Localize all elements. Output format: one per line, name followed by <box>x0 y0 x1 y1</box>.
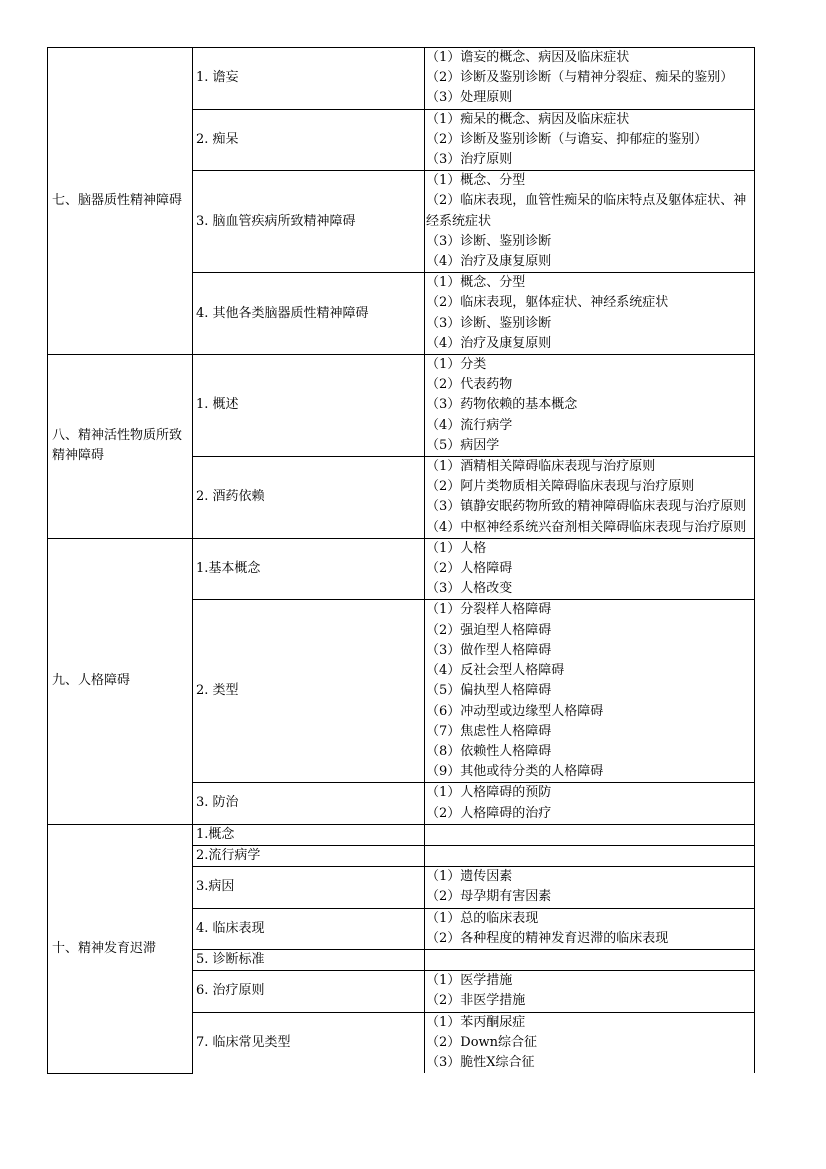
detail-item: （4）治疗及康复原则 <box>426 335 552 351</box>
detail-item: （1）人格障碍的预防 <box>426 785 552 801</box>
details-cell <box>425 867 755 908</box>
details-cell <box>425 783 755 824</box>
topic-cell: 3. 脑血管疾病所致精神障碍 <box>193 171 425 273</box>
topic-cell: 1.概念 <box>193 824 425 845</box>
detail-item: （4）中枢神经系统兴奋剂相关障碍临床表现与治疗原则 <box>426 519 747 535</box>
topic-cell: 1. 谵妄 <box>193 48 425 110</box>
details-cell <box>425 949 755 970</box>
details-cell <box>425 600 755 783</box>
detail-item: （2）母孕期有害因素 <box>426 889 552 905</box>
detail-item: （2）诊断及鉴别诊断（与精神分裂症、痴呆的鉴别） <box>426 70 734 86</box>
category-cell: 九、人格障碍 <box>48 538 193 824</box>
detail-item: （4）治疗及康复原则 <box>426 254 552 270</box>
detail-item: （3）处理原则 <box>426 90 513 106</box>
detail-item: （1）概念、分型 <box>426 275 526 291</box>
details-cell <box>425 845 755 866</box>
detail-item: （7）焦虑性人格障碍 <box>426 723 552 739</box>
detail-item: （1）痴呆的概念、病因及临床症状 <box>426 111 630 127</box>
topic-cell: 7. 临床常见类型 <box>193 1012 425 1073</box>
detail-item: （2）人格障碍 <box>426 561 513 577</box>
detail-item: （4）流行病学 <box>426 417 513 433</box>
detail-item: （1）概念、分型 <box>426 173 526 189</box>
detail-item: （3）人格改变 <box>426 581 513 597</box>
detail-item: （2）阿片类物质相关障碍临床表现与治疗原则 <box>426 479 695 495</box>
detail-item: （8）依赖性人格障碍 <box>426 743 552 759</box>
detail-item: （5）偏执型人格障碍 <box>426 683 552 699</box>
detail-item: （2）非医学措施 <box>426 993 526 1009</box>
details-cell <box>425 109 755 171</box>
syllabus-table-container <box>47 47 754 1074</box>
detail-item: （9）其他或待分类的人格障碍 <box>426 764 604 780</box>
detail-item: （2）各种程度的精神发育迟滞的临床表现 <box>426 930 669 946</box>
detail-item: （1）谵妄的概念、病因及临床症状 <box>426 50 630 65</box>
details-cell <box>425 538 755 600</box>
table-row <box>48 355 755 457</box>
details-cell <box>425 273 755 355</box>
topic-cell: 4. 其他各类脑器质性精神障碍 <box>193 273 425 355</box>
detail-item: （2）Down综合征 <box>426 1034 538 1050</box>
category-cell: 八、精神活性物质所致精神障碍 <box>48 355 193 539</box>
detail-item: （3）脆性X综合征 <box>426 1054 535 1070</box>
details-cell <box>425 355 755 457</box>
detail-item: （3）诊断、鉴别诊断 <box>426 315 552 331</box>
detail-item: （1）人格 <box>426 540 487 556</box>
category-cell: 十、精神发育迟滞 <box>48 824 193 1073</box>
topic-cell: 3.病因 <box>193 867 425 908</box>
topic-cell: 1.基本概念 <box>193 538 425 600</box>
detail-item: （1）酒精相关障碍临床表现与治疗原则 <box>426 459 656 475</box>
detail-item: （3）镇静安眠药物所致的精神障碍临床表现与治疗原则 <box>426 499 747 515</box>
table-row <box>48 538 755 600</box>
topic-cell: 1. 概述 <box>193 355 425 457</box>
detail-item: （2）代表药物 <box>426 377 513 393</box>
topic-cell: 2. 痴呆 <box>193 109 425 171</box>
topic-cell: 6. 治疗原则 <box>193 971 425 1012</box>
detail-item: （3）做作型人格障碍 <box>426 642 552 658</box>
details-cell <box>425 908 755 949</box>
topic-cell: 2.流行病学 <box>193 845 425 866</box>
detail-item: （1）总的临床表现 <box>426 910 539 926</box>
detail-item: （6）冲动型或边缘型人格障碍 <box>426 703 604 719</box>
details-cell <box>425 971 755 1012</box>
details-cell <box>425 457 755 539</box>
table-row <box>48 824 755 845</box>
topic-cell: 2. 酒药依赖 <box>193 457 425 539</box>
syllabus-table-body <box>48 48 755 1074</box>
category-cell: 七、脑器质性精神障碍 <box>48 48 193 355</box>
detail-item: （3）诊断、鉴别诊断 <box>426 233 552 249</box>
detail-item: （1）遗传因素 <box>426 869 513 885</box>
detail-item: （2）临床表现，躯体症状、神经系统症状 <box>426 295 669 311</box>
topic-cell: 2. 类型 <box>193 600 425 783</box>
details-cell <box>425 171 755 273</box>
detail-item: （3）药物依赖的基本概念 <box>426 397 578 413</box>
details-cell <box>425 824 755 845</box>
detail-item: （2）强迫型人格障碍 <box>426 622 552 638</box>
table-row <box>48 48 755 110</box>
detail-item: （1）医学措施 <box>426 973 513 989</box>
detail-item: （4）反社会型人格障碍 <box>426 663 565 679</box>
detail-item: （1）分类 <box>426 357 487 373</box>
detail-item: （2）临床表现，血管性痴呆的临床特点及躯体症状、神经系统症状 <box>426 193 747 229</box>
details-cell <box>425 48 755 110</box>
topic-cell: 5. 诊断标准 <box>193 949 425 970</box>
detail-item: （2）诊断及鉴别诊断（与谵妄、抑郁症的鉴别） <box>426 131 708 147</box>
topic-cell: 4. 临床表现 <box>193 908 425 949</box>
detail-item: （2）人格障碍的治疗 <box>426 805 552 821</box>
syllabus-table <box>47 47 755 1074</box>
detail-item: （1）苯丙酮尿症 <box>426 1014 526 1030</box>
detail-item: （1）分裂样人格障碍 <box>426 602 552 618</box>
detail-item: （3）治疗原则 <box>426 152 513 168</box>
details-cell <box>425 1012 755 1073</box>
topic-cell: 3. 防治 <box>193 783 425 824</box>
detail-item: （5）病因学 <box>426 437 500 453</box>
